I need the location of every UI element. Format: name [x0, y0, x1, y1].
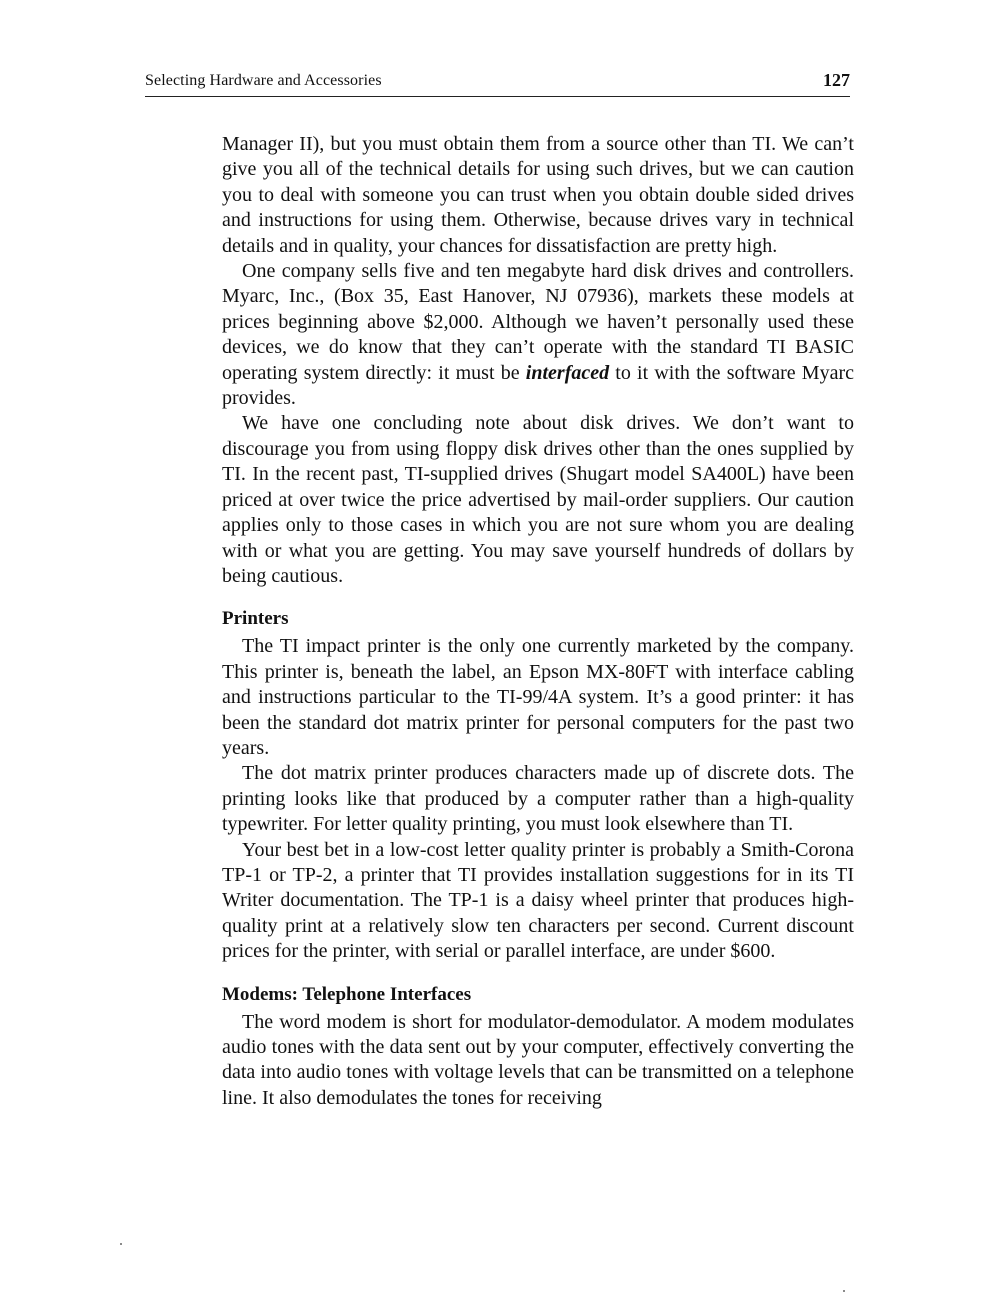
emphasized-term: interfaced [525, 361, 610, 384]
body-paragraph: Your best bet in a low-cost letter quality printer is probably a Smith-Corona TP-1 or TP-2, a printer that TI provides installation suggestions for in its TI Writer documentation. The TP-1 is a daisy wheel printer that produces high-quality print at a relatively slow ten characters per second. Current discount prices for the printer, with serial or parallel interface, are under $600. [222, 838, 854, 963]
scan-speck [843, 1290, 845, 1292]
section-heading-modems: Modems: Telephone Interfaces [222, 983, 472, 1005]
body-paragraph: The dot matrix printer produces characters made up of discrete dots. The printing looks like that produced by a computer rather than a high-quality typewriter. For letter quality printing, you must look elsewhere than TI. [222, 762, 854, 836]
body-paragraph: Manager II), but you must obtain them from a source other than TI. We can’t give you all of the technical details for using such drives, but we can caution you to deal with someone you can trust when you obtain double sided drives and instructions for using them. Otherwise, because drives vary in technical details and in quality, your chances for dissatisfaction are pretty high. [222, 133, 854, 257]
section-heading-printers: Printers [222, 608, 289, 630]
body-paragraph: The word modem is short for modulator-demodulator. A modem modulates audio tones with the data sent out by your computer, effectively converting the data into audio tones with voltage levels that can be transmitted on a telephone line. It also demodulates the tones for receiving [222, 1010, 854, 1109]
body-text: to it with the software Myarc provides. [222, 361, 854, 410]
body-paragraph: The TI impact printer is the only one currently marketed by the company. This printer is, beneath the label, an Epson MX-80FT with interface cabling and instructions particular to the TI-99/4A system. It’s a good printer: it has been the standard dot matrix printer for personal computers for the past two years. [222, 635, 854, 759]
running-header [145, 70, 850, 97]
page-body [222, 132, 854, 1111]
page-number: 127 [823, 70, 850, 90]
body-paragraph [222, 259, 854, 411]
scan-speck [120, 1243, 122, 1245]
running-header-title: Selecting Hardware and Accessories [145, 72, 382, 89]
body-text: One company sells five and ten megabyte hard disk drives and controllers. Myarc, Inc., (Box 35, East Hanover, NJ 07936), markets these models at prices beginning above $2,000. Although we haven’t personally used these devices, we do know that they can’t operate with the standard TI BASIC operating system directly: it must be [222, 260, 854, 384]
body-paragraph: We have one concluding note about disk drives. We don’t want to discourage you from using floppy disk drives other than the ones supplied by TI. In the recent past, TI-supplied drives (Shugart model SA400L) have been priced at over twice the price advertised by mail-order suppliers. Our caution applies only to those cases in which you are not sure whom you are dealing with or what you are getting. You may save yourself hundreds of dollars by being cautious. [222, 412, 854, 587]
